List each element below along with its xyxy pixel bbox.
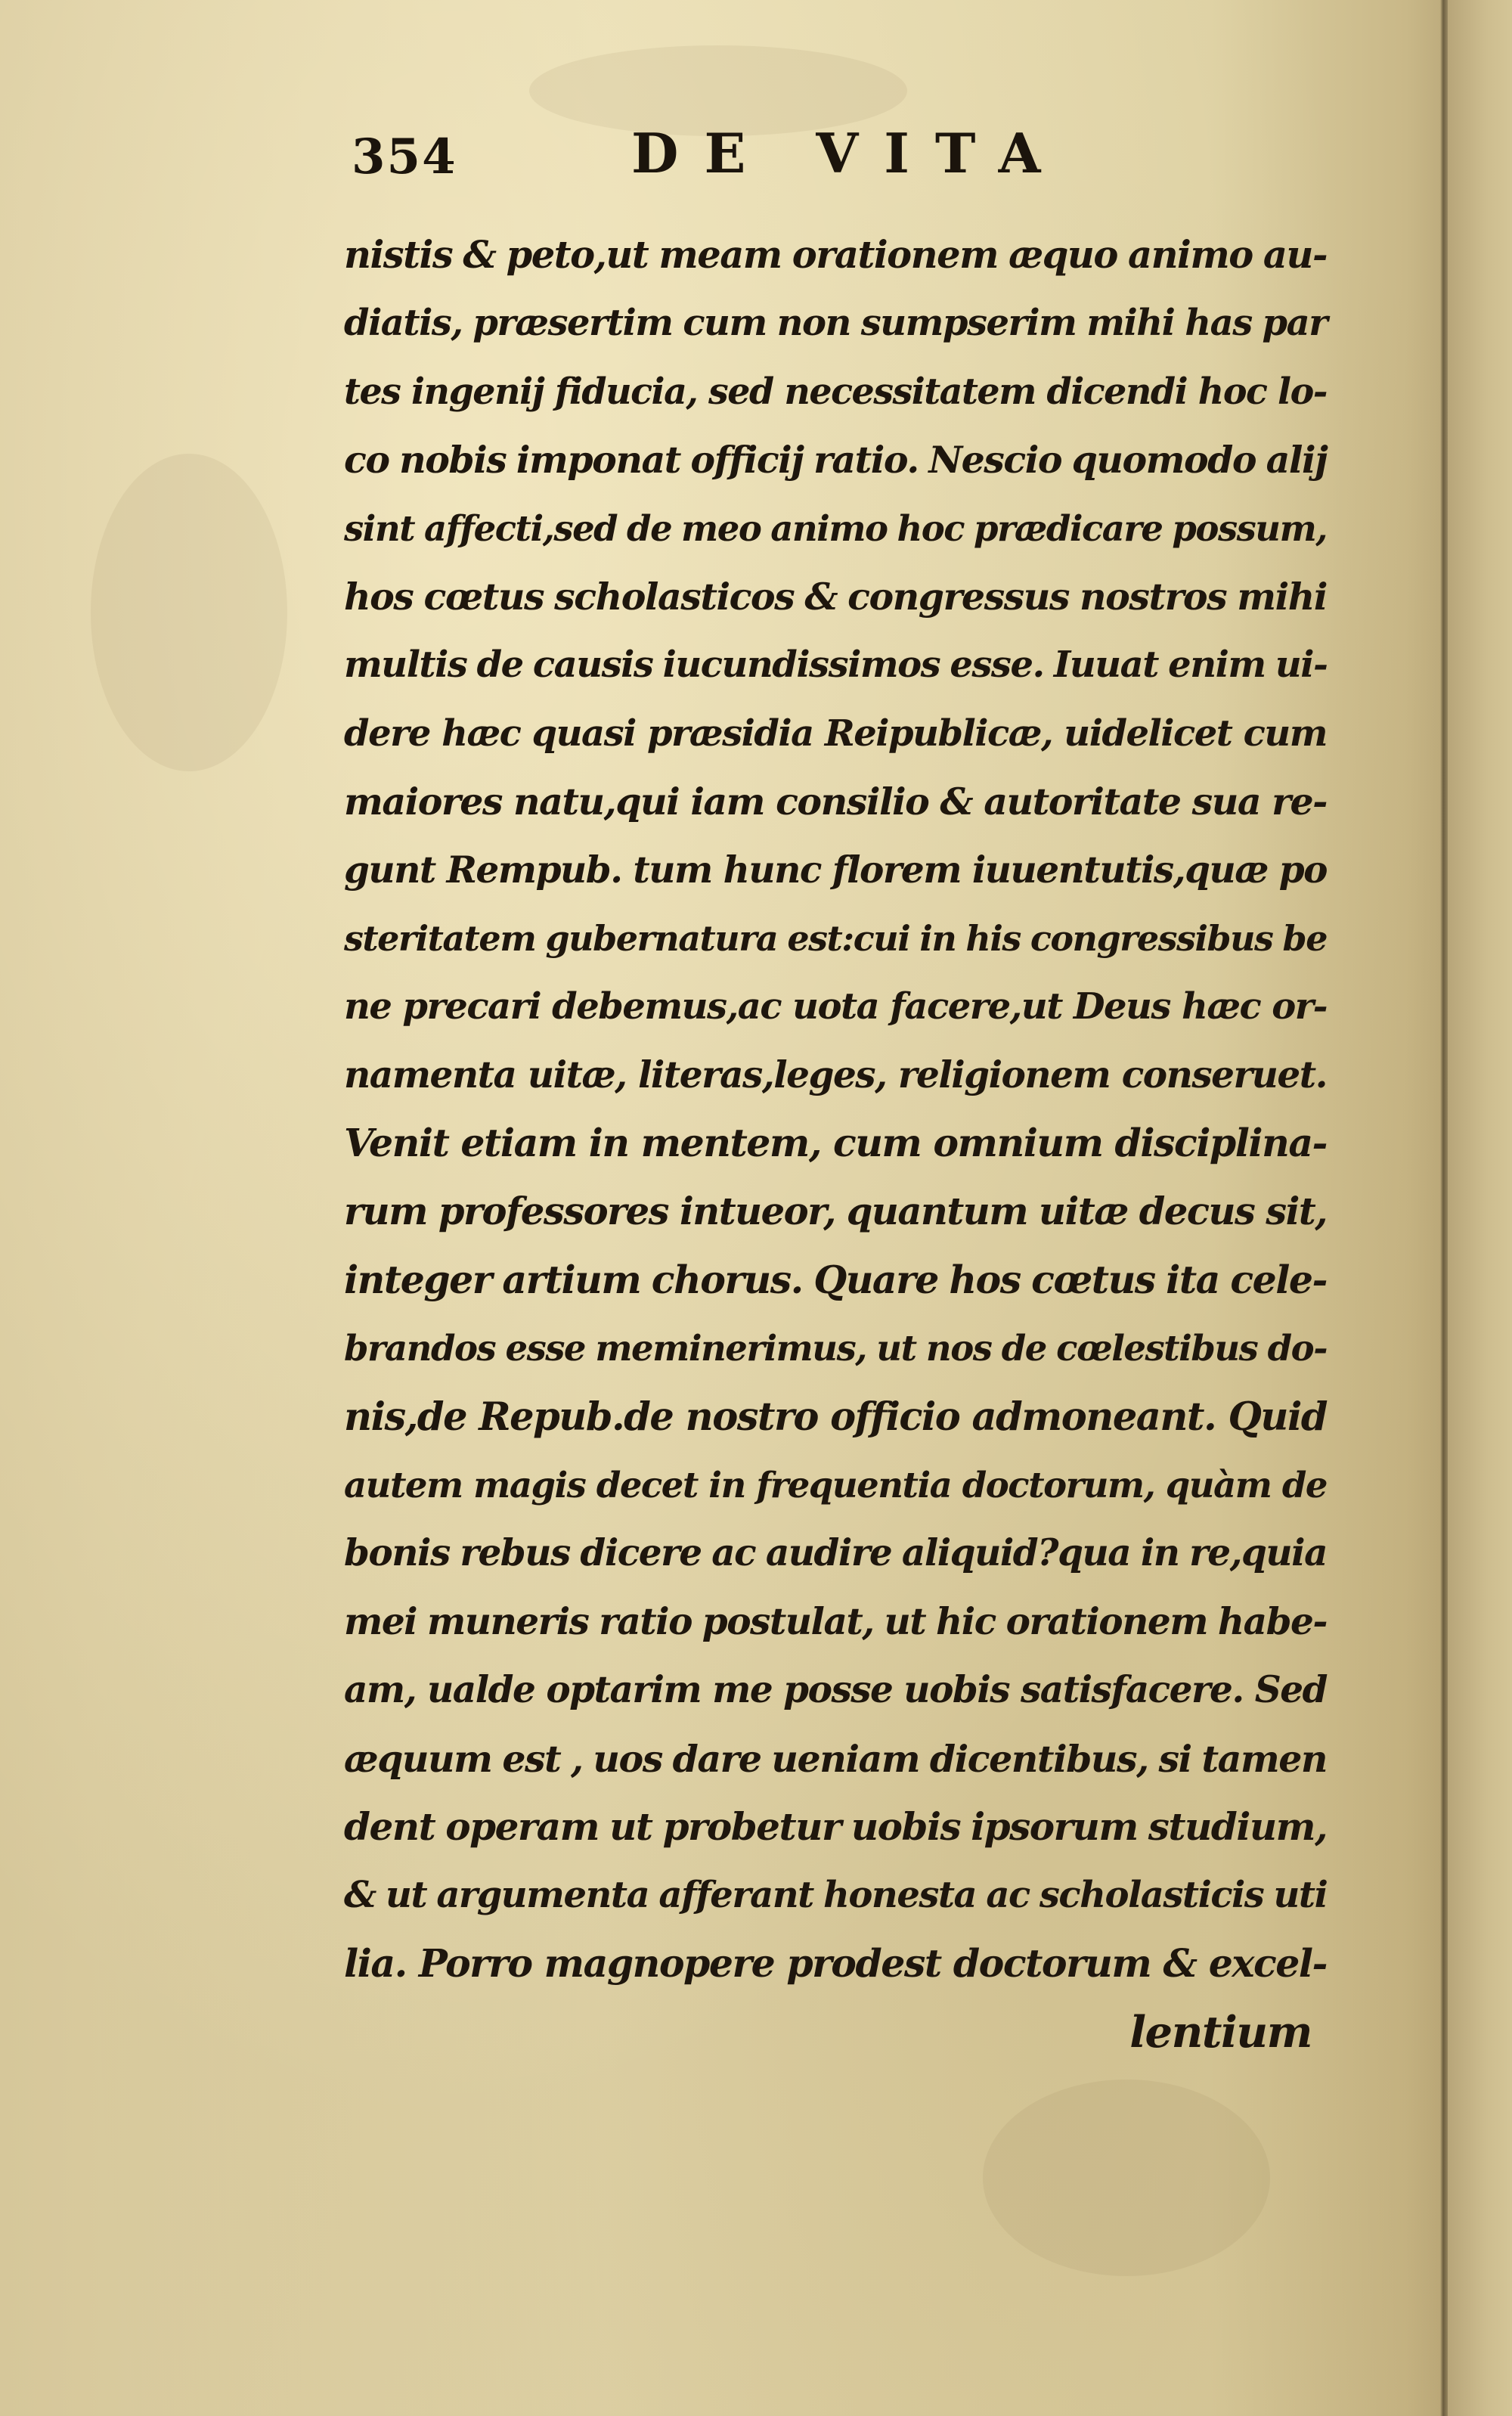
text-line: brandos esse meminerimus, ut nos de cœlestibus do- [344,1327,1327,1369]
binding-gutter [1440,0,1448,2416]
paper-stain [91,454,287,771]
text-line: maiores natu,qui iam consilio & autoritate sua re- [344,780,1327,824]
text-line: dent operam ut probetur uobis ipsorum studium, [344,1803,1327,1849]
catchword: lentium [1129,2006,1312,2058]
text-line: co nobis imponat officij ratio. Nescio quomodo alij [344,438,1328,482]
page-number: 354 [352,129,457,185]
paper-stain [983,2079,1270,2276]
text-line: diatis, præsertim cum non sumpserim mihi has par [344,302,1327,345]
text-line: bonis rebus dicere ac audire aliquid?qua in re,quia [344,1531,1327,1575]
text-line: lia. Porro magnopere prodest doctorum & excel- [344,1940,1327,1986]
text-line: autem magis decet in frequentia doctorum, quàm de [344,1464,1327,1506]
page-header [352,121,1334,197]
text-line: rum professores intueor, quantum uitæ decus sit, [344,1189,1327,1234]
text-line: ne precari debemus,ac uota facere,ut Deus hæc or- [344,985,1327,1028]
text-line: & ut argumenta afferant honesta ac scholasticis uti [344,1874,1328,1917]
text-line: namenta uitæ, literas,leges, religionem conseruet. [344,1053,1327,1096]
running-head: DE VITA [631,121,1067,185]
text-line: gunt Rempub. tum hunc florem iuuentutis,quæ po [344,848,1327,892]
text-line: mei muneris ratio postulat, ut hic orationem habe- [344,1599,1327,1643]
text-line: hos cœtus scholasticos & congressus nostros mihi [344,574,1327,619]
text-line: sint affecti,sed de meo animo hoc prædicare possum, [344,507,1327,549]
text-line: nistis & peto,ut meam orationem æquo animo au- [344,233,1327,277]
text-line: am, ualde optarim me posse uobis satisfacere. Sed [344,1668,1327,1712]
text-line: dere hæc quasi præsidia Reipublicæ, uidelicet cum [344,712,1327,755]
text-line: multis de causis iucundissimos esse. Iuuat enim ui- [344,644,1328,687]
facing-page-edge [1448,0,1512,2416]
text-line: integer artium chorus. Quare hos cœtus ita cele- [344,1257,1327,1302]
body-text [344,221,1327,2067]
text-line: Venit etiam in mentem, cum omnium disciplina- [344,1121,1327,1166]
text-line: nis,de Repub.de nostro officio admoneant. Quid [344,1394,1327,1440]
text-line: tes ingenij fiducia, sed necessitatem dicendi hoc lo- [344,370,1327,413]
text-line: steritatem gubernatura est:cui in his congressibus be [344,917,1327,959]
text-line: æquum est , uos dare ueniam dicentibus, si tamen [344,1736,1327,1781]
